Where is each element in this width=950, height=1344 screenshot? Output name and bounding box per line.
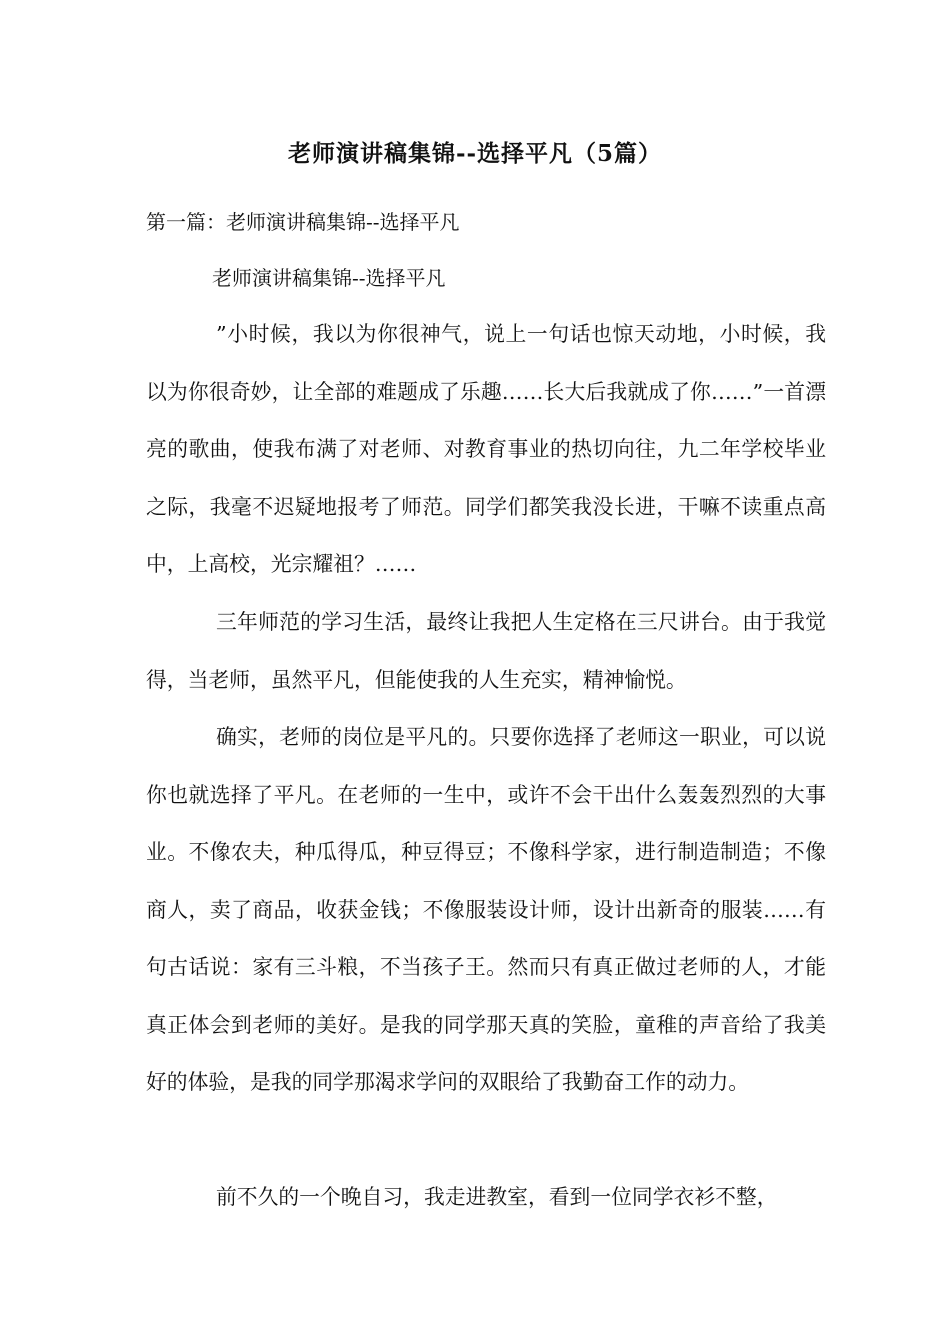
- paragraph-3: 确实，老师的岗位是平凡的。只要你选择了老师这一职业，可以说你也就选择了平凡。在老师的一生中，或许不会干出什么轰轰烈烈的大事业。不像农夫，种瓜得瓜，种豆得豆；不像科学家，进行制造制造；不像商人，卖了商品，收获金钱；不像服装设计师，设计出新奇的服装……有句古话说：家有三斗粮，不当孩子王。然而只有真正做过老师的人，才能真正体会到老师的美好。是我的同学那天真的笑脸，童稚的声音给了我美好的体验，是我的同学那渴求学问的双眼给了我勤奋工作的动力。: [146, 725, 826, 1094]
- paragraph-1: ”小时候，我以为你很神气，说上一句话也惊天动地，小时候，我以为你很奇妙，让全部的难题成了乐趣……长大后我就成了你……”一首漂亮的歌曲，使我布满了对老师、对教育事业的热切向往，九二年学校毕业之际，我毫不迟疑地报考了师范。同学们都笑我没长进，干嘛不读重点高中，上高校，光宗耀祖？……: [146, 322, 826, 576]
- document-title: 老师演讲稿集锦--选择平凡（5篇）: [287, 140, 663, 167]
- paragraph-4: 前不久的一个晚自习，我走进教室，看到一位同学衣衫不整，: [216, 1185, 778, 1209]
- section-heading: 第一篇：老师演讲稿集锦--选择平凡: [146, 210, 460, 234]
- paragraph-2: 三年师范的学习生活，最终让我把人生定格在三尺讲台。由于我觉得，当老师，虽然平凡，但能使我的人生充实，精神愉悦。: [146, 610, 826, 692]
- sub-heading: 老师演讲稿集锦--选择平凡: [212, 266, 446, 290]
